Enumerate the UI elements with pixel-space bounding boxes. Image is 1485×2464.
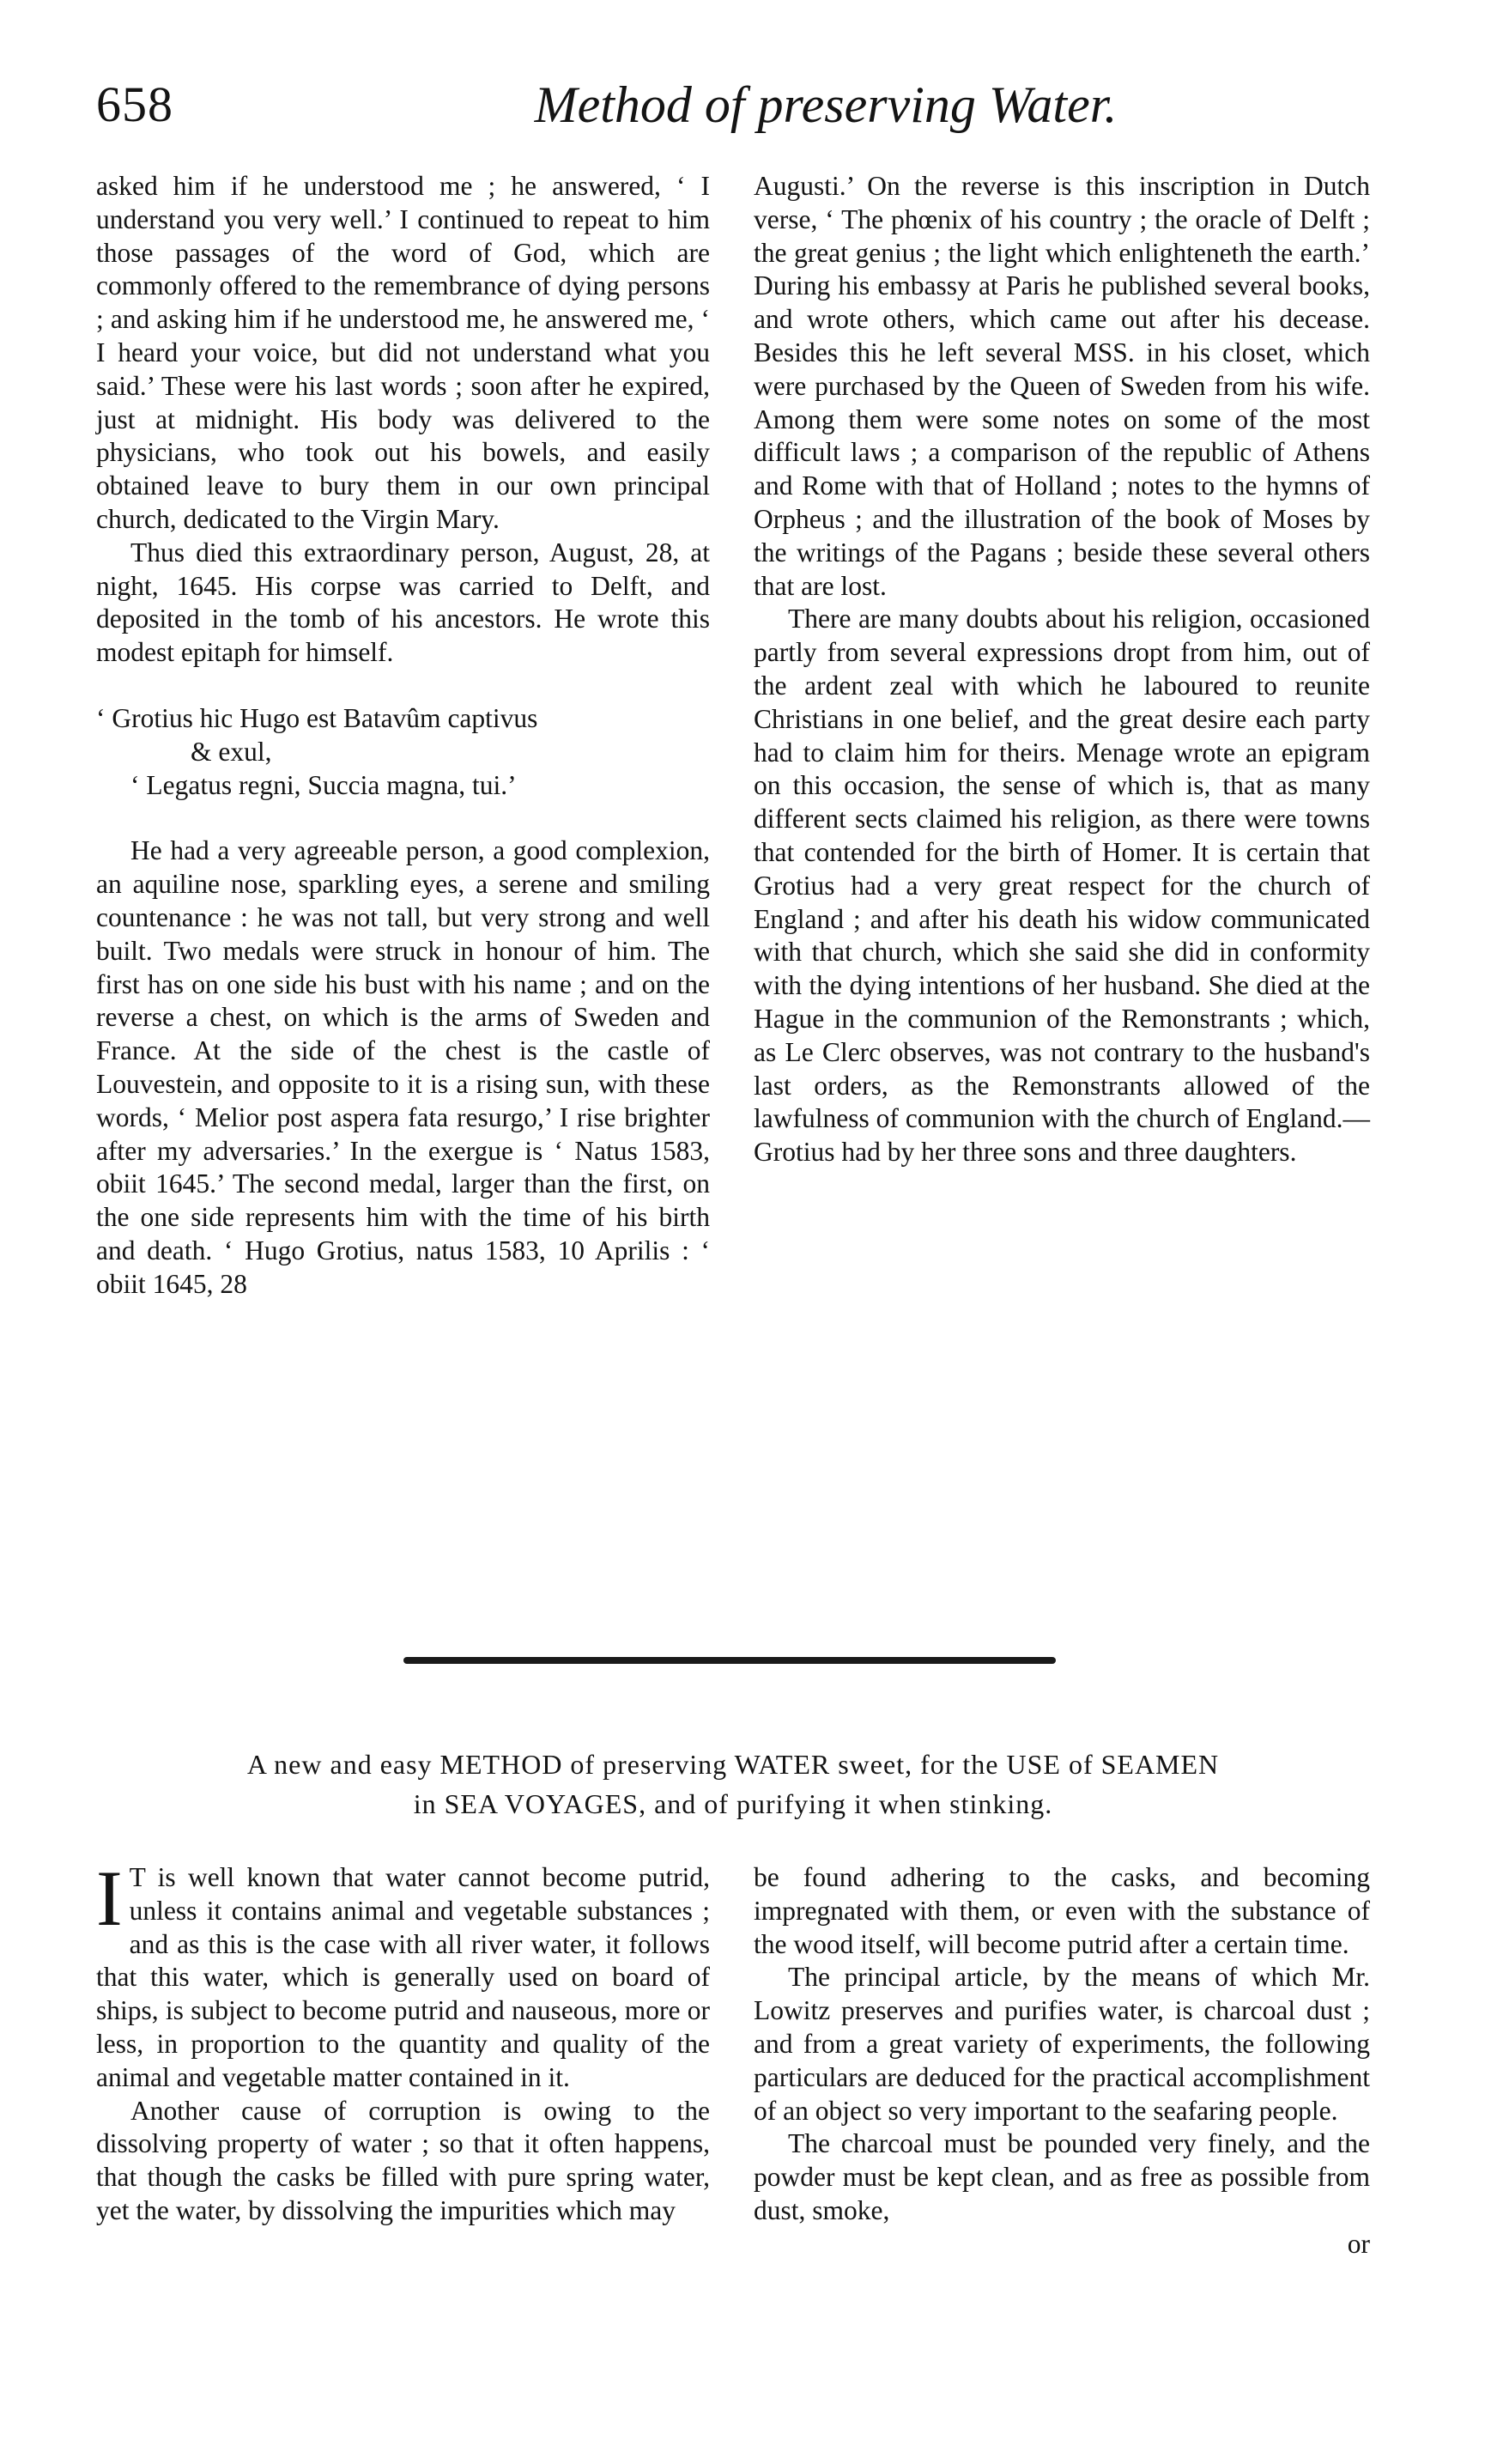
paragraph: There are many doubts about his religion, occasioned partly from several expressions dropt from him, out of the ardent zeal with which he laboured to reunite Christians in one belief, and the great desire each party had to claim him for theirs. Menage wrote an epigram on this occasion, the sense of which is, that as many different sects claimed his religion, as there were towns that contended for the birth of Homer. It is certain that Grotius had a very great respect for the church of England ; and after his death his widow communicated with that church, which she said she did in conformity with the dying intentions of her husband. She died at the Hague in the communion of the Remonstrants ; which, as Le Clerc observes, was not contrary to the husband's last orders, as the Remonstrants allowed of the lawfulness of communion with the church of England.— Grotius had by her three sons and three daughters. — [754, 604, 1370, 1168]
paragraph: He had a very agreeable person, a good complexion, an aquiline nose, sparkling eyes, a serene and smiling countenance : he was not tall, but very strong and well built. Two medals were struck in honour of him. The first has on one side his bust with his name ; and on the reverse a chest, on which is the arms of Sweden and France. At the side of the chest is the castle of Louvestein, and opposite to it is a rising sun, with these words, ‘ Melior post aspera fata resurgo,’ I rise brighter after my adversaries.’ In the exergue is ‘ Natus 1583, obiit 1645.’ The second medal, larger than the first, on the one side represents him with the time of his birth and death. ‘ Hugo Grotius, natus 1583, 10 Aprilis : ‘ obiit 1645, 28 — [96, 835, 710, 1299]
running-title: Method of preserving Water. — [534, 76, 1118, 133]
paragraph: be found adhering to the casks, and becoming impregnated with them, or even with the substance of the wood itself, will become putrid after a certain time. — [754, 1862, 1370, 1959]
epitaph-line: ‘ Legatus regni, Succia magna, tui.’ — [130, 769, 517, 800]
section-divider — [403, 1657, 1056, 1664]
page-header — [96, 76, 1384, 153]
epitaph — [96, 702, 710, 802]
paragraph: The principal article, by the means of which Mr. Lowitz preserves and purifies water, is charcoal dust ; and from a great variety of experiments, the following particulars are deduced for the practical accomplishment of an object so very important to the seafaring people. — [754, 1962, 1370, 2126]
paragraph: asked him if he understood me ; he answered, ‘ I understand you very well.’ I continued to repeat to him those passages of the word of God, which are commonly offered to the remembrance of dying persons ; and asking him if he understood me, he answered me, ‘ I heard your voice, but did not understand what you said.’ These were his last words ; soon after he expired, just at midnight. His body was delivered to the physicians, who took out his bowels, and easily obtained leave to bury them in our own principal church, dedicated to the Virgin Mary. — [96, 171, 710, 534]
paragraph: The charcoal must be pounded very finely, and the powder must be kept clean, and as free as possible from dust, smoke, — [754, 2128, 1370, 2225]
article-title — [96, 1745, 1370, 1824]
page-number: 658 — [96, 76, 173, 132]
top-left-column — [96, 170, 710, 1302]
bottom-left-column — [96, 1854, 710, 2228]
bottom-right-column — [754, 1861, 1370, 2261]
paragraph: Augusti.’ On the reverse is this inscription in Dutch verse, ‘ The phœnix of his country ; the oracle of Delft ; the great genius ; the light which enlighteneth the earth.’ During his embassy at Paris he published several books, and wrote others, which came out after his decease. Besides this he left several MSS. in his closet, which were purchased by the Queen of Sweden from his wife. Among them were some notes on some of the most difficult laws ; a comparison of the republic of Athens and Rome with that of Holland ; notes to the hymns of Orpheus ; and the illustration of the book of Moses by the writings of the Pagans ; beside these several others that are lost. — [754, 171, 1370, 601]
article-title-line: in SEA VOYAGES, and of purifying it when stinking. — [413, 1788, 1053, 1819]
epitaph-line: & exul, — [191, 736, 272, 767]
top-right-column — [754, 170, 1370, 1169]
paragraph: Thus died this extraordinary person, August, 28, at night, 1645. His corpse was carried to Delft, and deposited in the tomb of his ancestors. He wrote this modest epitaph for himself. — [96, 537, 710, 668]
paragraph: Another cause of corruption is owing to the dissolving property of water ; so that it often happens, that though the casks be filled with pure spring water, yet the water, by dissolving the impurities which may — [96, 2095, 710, 2225]
epitaph-line: ‘ Grotius hic Hugo est Batavûm captivus — [96, 702, 538, 733]
catchword: or — [1347, 2228, 1370, 2259]
paragraph: IT is well known that water cannot become putrid, unless it contains animal and vegetable substances ; and as this is the case with all river water, it follows that this water, which is generally used on board of ships, is subject to become putrid and nauseous, more or less, in proportion to the quantity and quality of the animal and vegetable matter contained in it. — [96, 1854, 710, 2092]
article-title-line: A new and easy METHOD of preserving WATER sweet, for the USE of SEAMEN — [246, 1749, 1220, 1780]
